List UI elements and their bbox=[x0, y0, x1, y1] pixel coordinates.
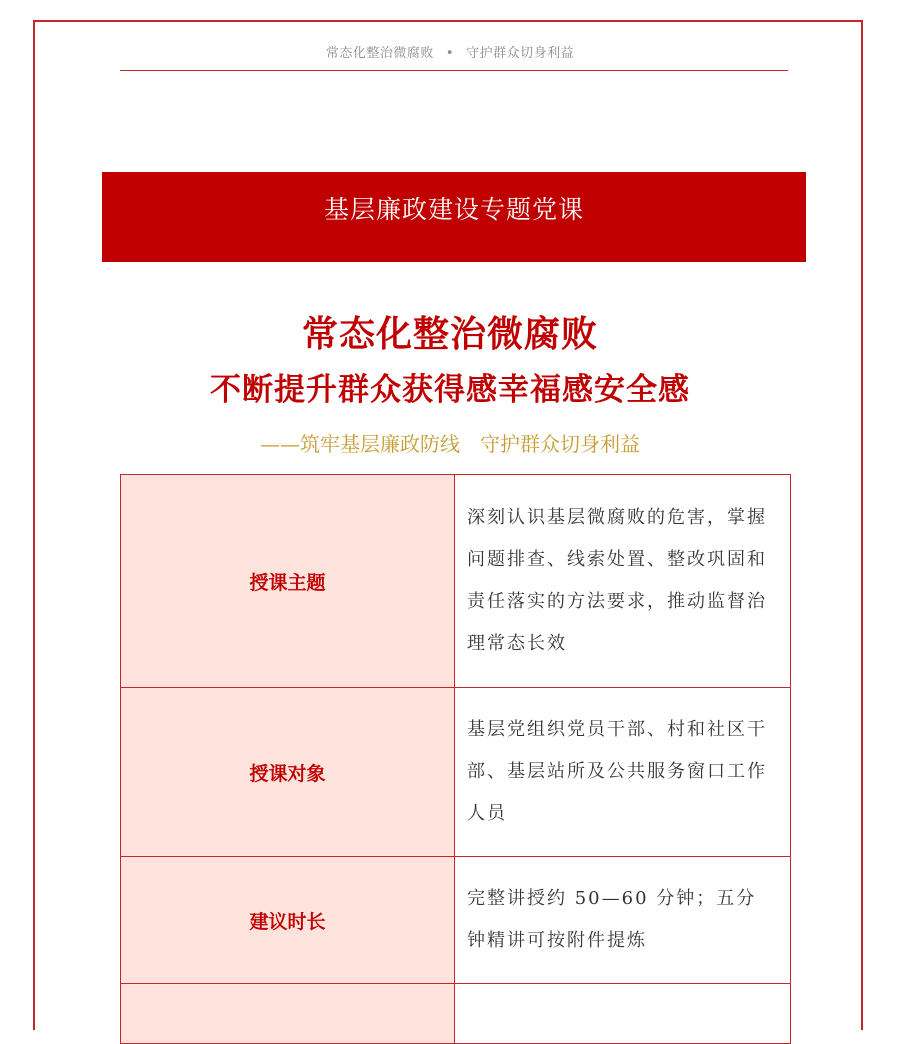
table-row bbox=[121, 984, 791, 1044]
table-row bbox=[121, 475, 791, 688]
row-label-audience: 授课对象 bbox=[121, 688, 455, 857]
row-value-audience: 基层党组织党员干部、村和社区干部、基层站所及公共服务窗口工作人员 bbox=[455, 688, 791, 857]
subtitle: ——筑牢基层廉政防线 守护群众切身利益 bbox=[260, 432, 640, 456]
row-value-topic: 深刻认识基层微腐败的危害，掌握问题排查、线索处置、整改巩固和责任落实的方法要求，推动监督治理常态长效 bbox=[455, 475, 791, 688]
header-divider bbox=[120, 70, 788, 71]
row-value-duration: 完整讲授约 50—60 分钟；五分钟精讲可按附件提炼 bbox=[455, 857, 791, 984]
running-header bbox=[0, 42, 900, 61]
row-label-duration: 建议时长 bbox=[121, 857, 455, 984]
row-label-next bbox=[121, 984, 455, 1044]
running-header-left: 常态化整治微腐败 bbox=[325, 46, 434, 61]
row-label-topic: 授课主题 bbox=[121, 475, 455, 688]
table-row bbox=[121, 857, 791, 984]
row-value-next bbox=[455, 984, 791, 1044]
course-info-table bbox=[120, 474, 791, 1044]
running-header-right: 守护群众切身利益 bbox=[466, 46, 575, 61]
topic-banner bbox=[102, 172, 806, 262]
banner-title: 基层廉政建设专题党课 bbox=[323, 195, 584, 224]
main-title: 常态化整治微腐败 bbox=[301, 314, 598, 355]
table-row bbox=[121, 688, 791, 857]
running-header-separator: • bbox=[445, 46, 455, 61]
second-title: 不断提升群众获得感幸福感安全感 bbox=[210, 372, 690, 408]
